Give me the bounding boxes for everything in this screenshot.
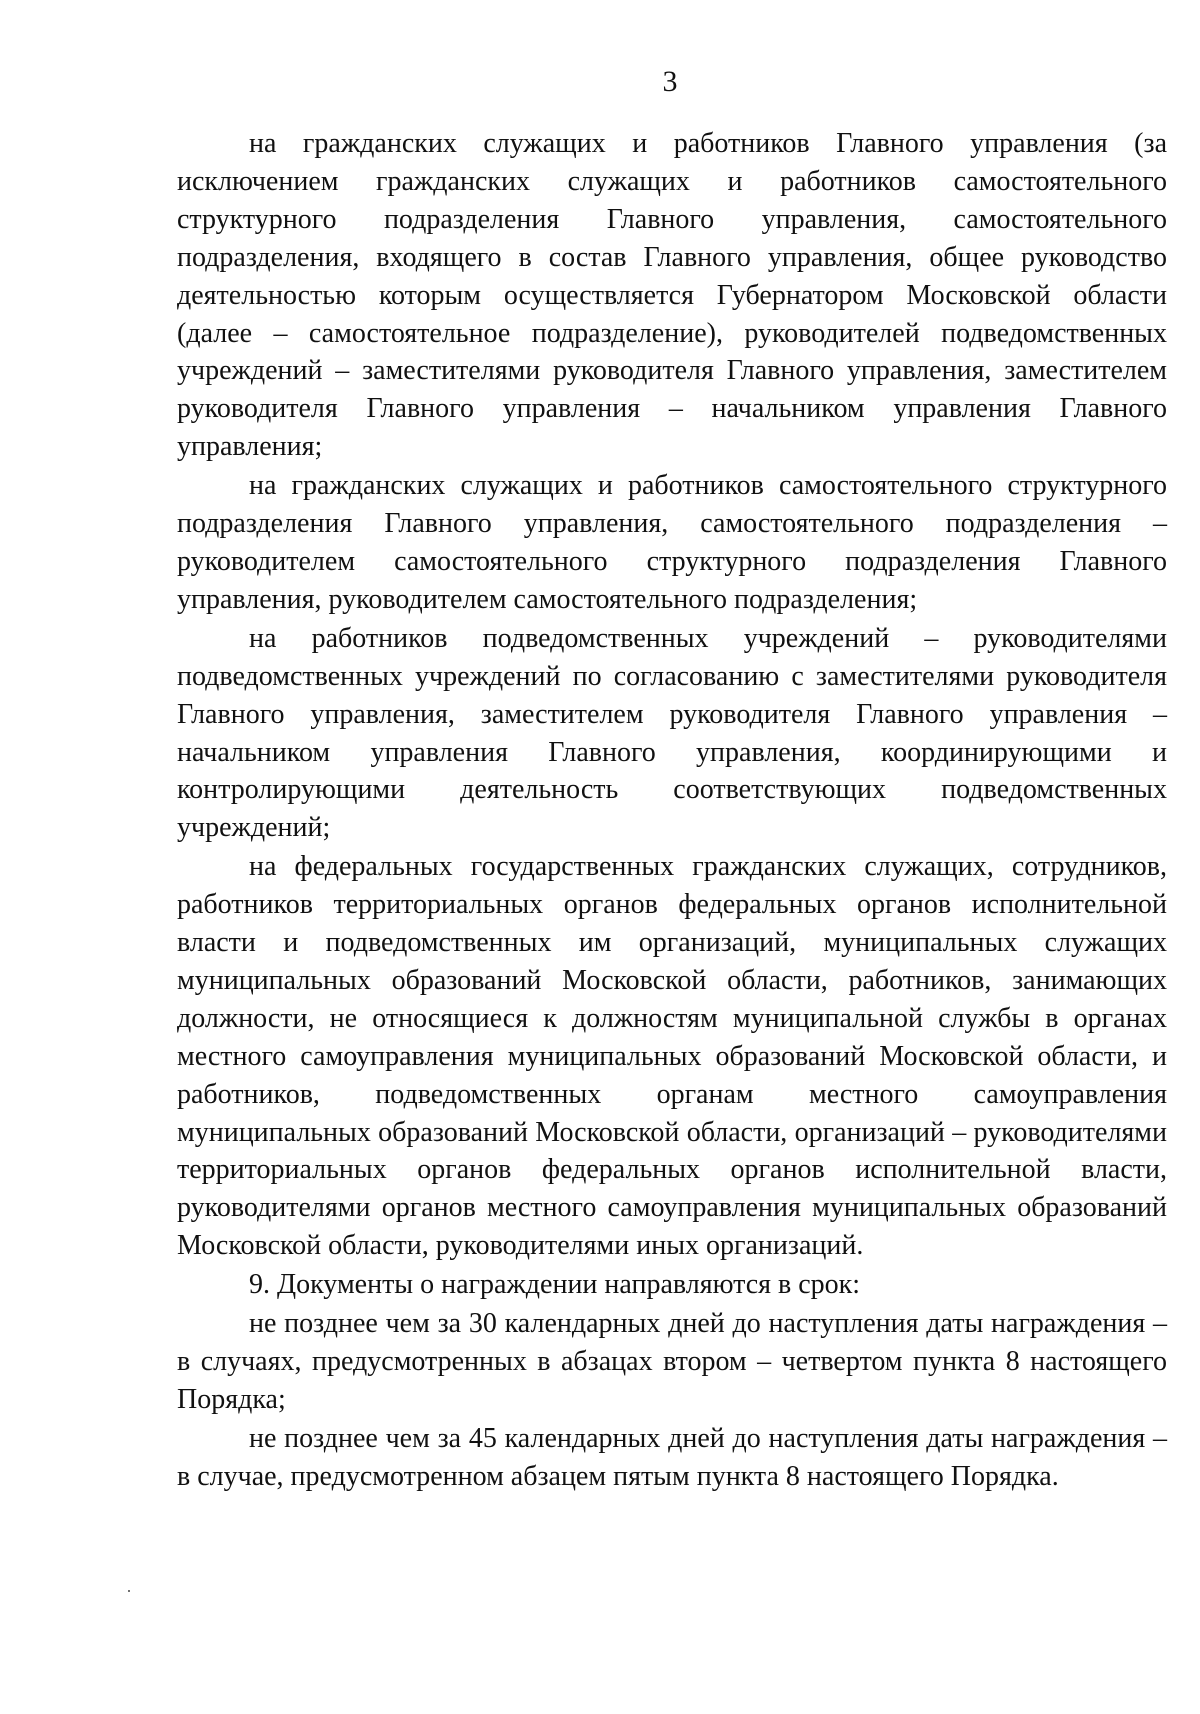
paragraph-deadline-45-days: не позднее чем за 45 календарных дней до наступления даты награждения – в случае, предусмотренном абзацем пятым пункта 8 настоящего Порядка.	[177, 1422, 1167, 1492]
paragraph-independent-subdivision: на гражданских служащих и работников самостоятельного структурного подразделения Главного управления, самостоятельного подразделения – руководителем самостоятельного структурного подразделения Главного управления, руководителем самостоятельного подразделения;	[177, 470, 1167, 615]
page-number: 3	[662, 65, 678, 98]
scan-speck	[128, 1590, 130, 1592]
paragraph-deadline-30-days: не позднее чем за 30 календарных дней до наступления даты награждения – в случаях, предусмотренных в абзацах втором – четвертом пункта 8 настоящего Порядка;	[177, 1308, 1167, 1415]
paragraph-civil-servants-main-directorate: на гражданских служащих и работников Главного управления (за исключением гражданских служащих и работников самостоятельного структурного подразделения Главного управления, самостоятельного подразделения, входящего в состав Главного управления, общее руководство деятельностью которым осуществляется Губернатором Московской области (далее – самостоятельное подразделение), руководителей подведомственных учреждений – заместителями руководителя Главного управления, заместителем руководителя Главного управления – начальником управления Главного управления;	[177, 128, 1167, 463]
document-body	[177, 125, 1167, 1496]
paragraph-federal-and-municipal-employees: на федеральных государственных гражданских служащих, сотрудников, работников территориальных органов федеральных органов исполнительной власти и подведомственных им организаций, муниципальных служащих муниципальных образований Московской области, работников, занимающих должности, не относящиеся к должностям муниципальной службы в органах местного самоуправления муниципальных образований Московской области, и работников, подведомственных органам местного самоуправления муниципальных образований Московской области, организаций – руководителями территориальных органов федеральных органов исполнительной власти, руководителями органов местного самоуправления муниципальных образований Московской области, руководителями иных организаций.	[177, 851, 1167, 1262]
paragraph-clause-9-heading: 9. Документы о награждении направляются в срок:	[249, 1269, 861, 1301]
paragraph-subordinate-institutions: на работников подведомственных учреждений – руководителями подведомственных учреждений по согласованию с заместителями руководителя Главного управления, заместителем руководителя Главного управления – начальником управления Главного управления, координирующими и контролирующими деятельность соответствующих подведомственных учреждений;	[177, 622, 1167, 844]
